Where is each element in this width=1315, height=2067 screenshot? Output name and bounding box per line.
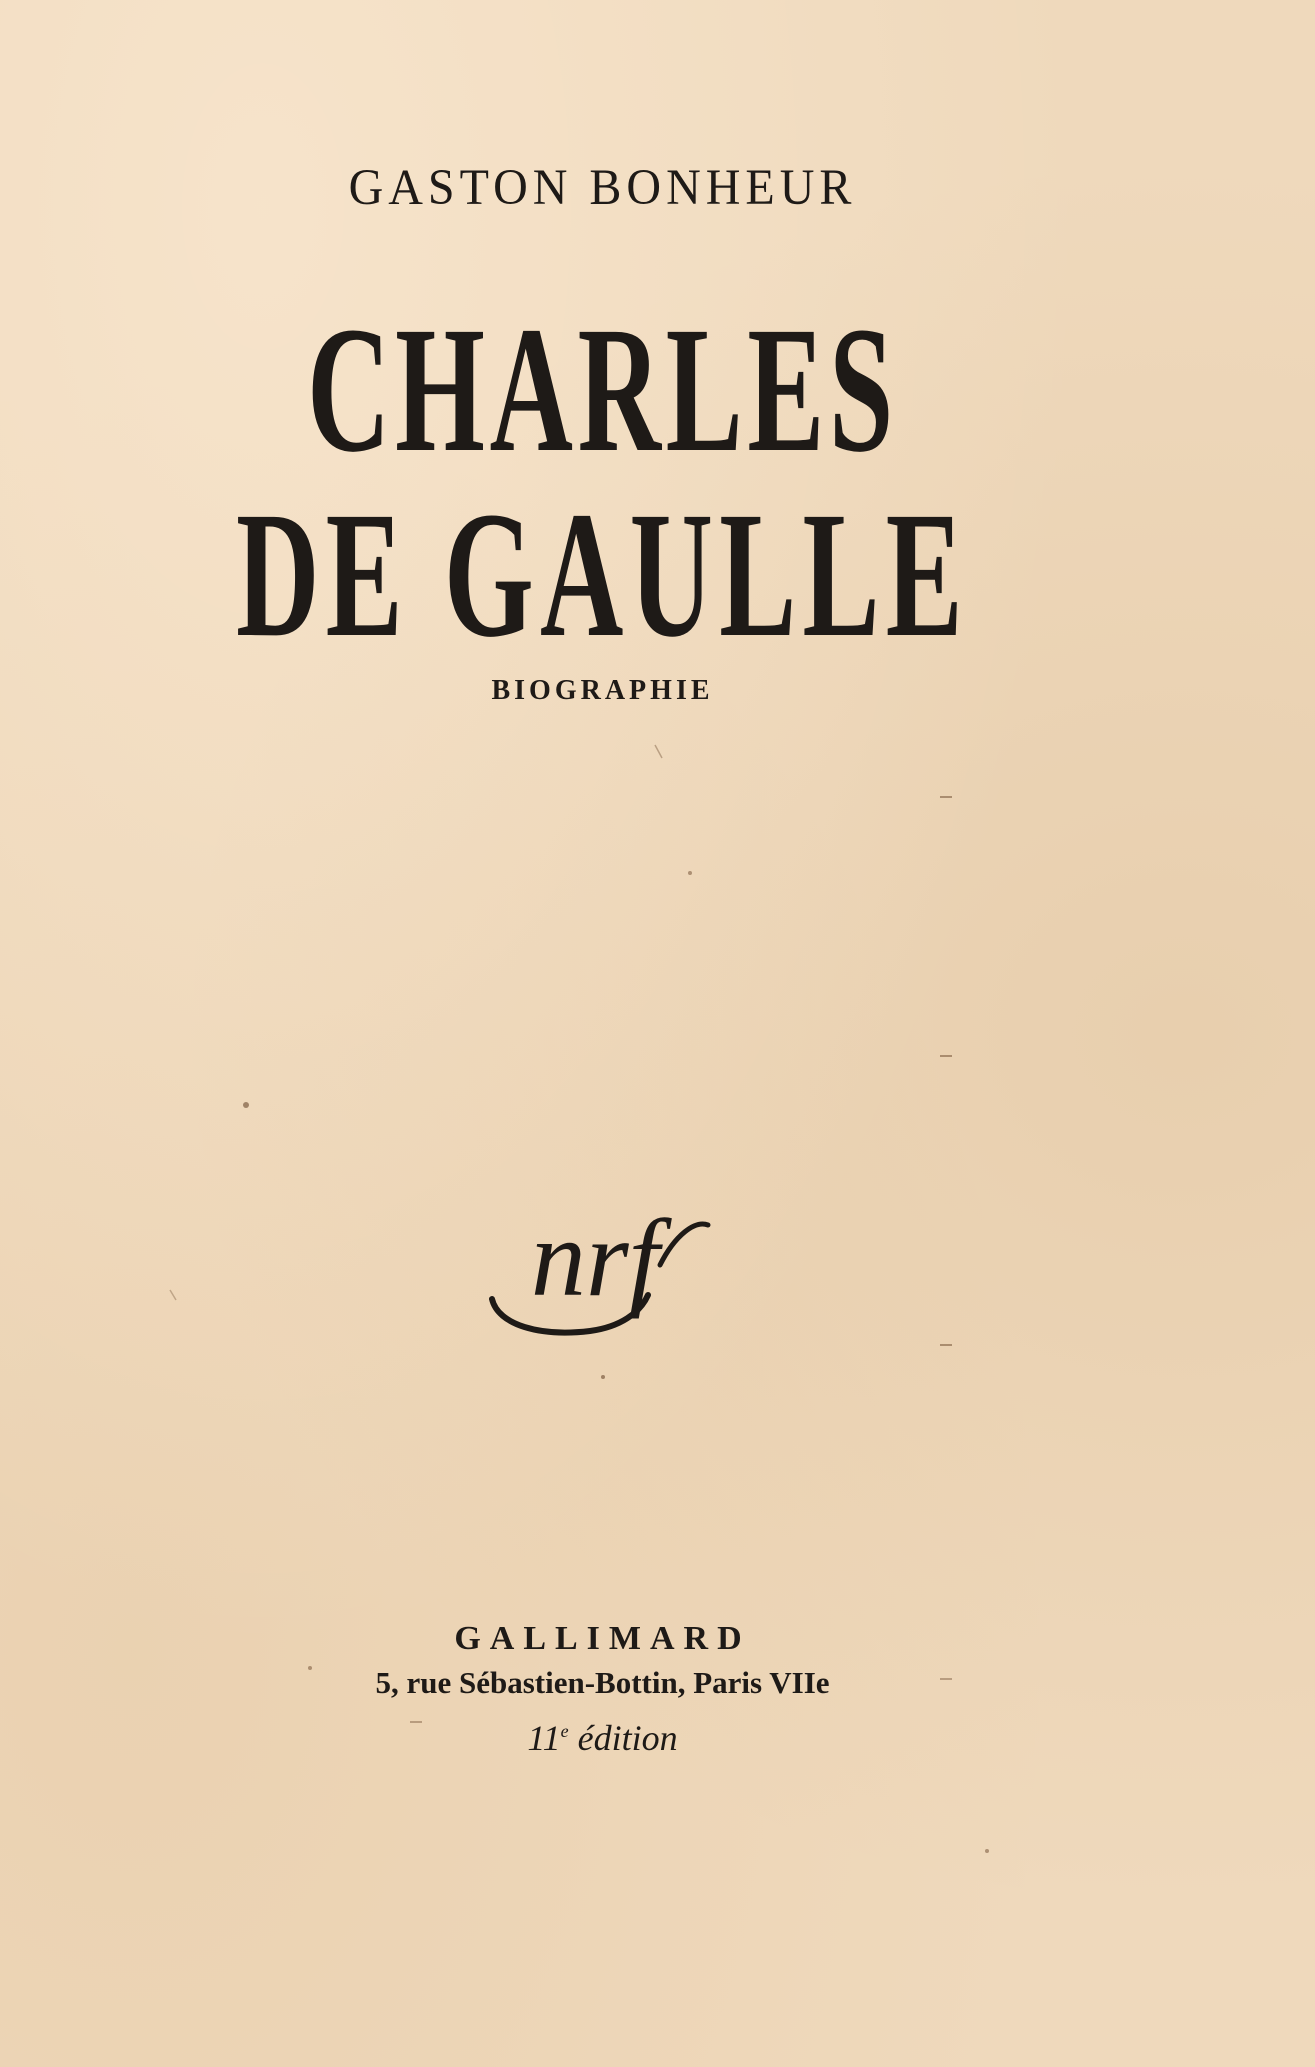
nrf-logo-icon [470, 1195, 720, 1355]
edition-number: 11 [527, 1718, 561, 1758]
edition-word: édition [577, 1718, 678, 1758]
edition-line [0, 1717, 1205, 1759]
publisher-name: GALLIMARD [454, 1620, 751, 1657]
book-title-line-1: CHARLES [307, 290, 898, 491]
logo-text: nrf [530, 1197, 660, 1319]
genre-label: BIOGRAPHIE [491, 675, 714, 706]
author-name: GASTON BONHEUR [348, 159, 857, 216]
edition-suffix: e [560, 1721, 569, 1741]
book-title-line-2: DE GAULLE [236, 475, 969, 676]
publisher-address: 5, rue Sébastien-Bottin, Paris VIIe [375, 1665, 830, 1700]
